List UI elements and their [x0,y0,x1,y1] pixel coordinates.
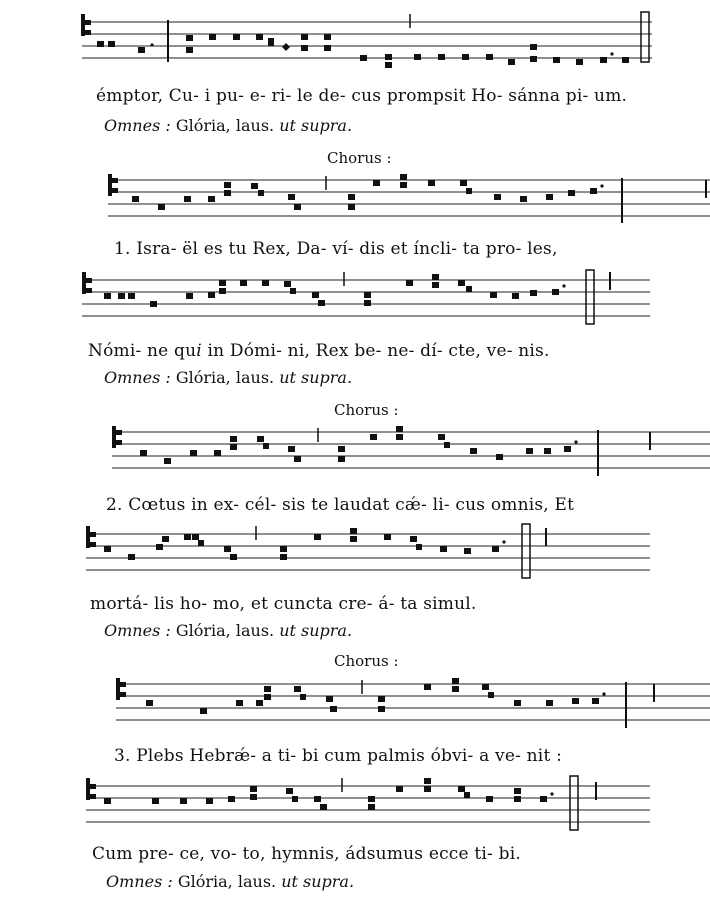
lyric-line: Cum pre- ce, vo- to, hymnis, ádsumus ecce ti- bi. [92,844,521,864]
refrain-tail: ut supra. [279,368,353,387]
clef-icon [108,174,118,196]
refrain-omnes: Omnes : [104,116,171,135]
refrain-omnes: Omnes : [104,368,171,387]
refrain-tail: ut supra. [281,872,355,891]
refrain-line [106,872,354,891]
neumes [104,528,506,560]
refrain-omnes: Omnes : [106,872,173,891]
refrain-tail: ut supra. [279,621,353,640]
staff-3 [0,268,710,330]
staff-7 [0,774,710,836]
refrain-line [104,621,352,640]
lyric-italic: i [196,341,202,361]
refrain-text: Glória, laus. [175,116,275,135]
lyric-line: 2. Cœtus in ex- cél- sis te laudat cǽ- li- cus omnis, Et [106,495,575,515]
staff-2 [0,168,710,230]
lyric-text: in Dómi- ni, Rex be- ne- dí- cte, ve- nis. [201,341,550,361]
staff-6 [0,672,710,734]
clef-icon [116,678,126,700]
refrain-text: Glória, laus. [177,872,277,891]
refrain-text: Glória, laus. [175,368,275,387]
lyric-line: émptor, Cu- i pu- e- ri- le de- cus prompsit Ho- sánna pi- um. [96,86,628,106]
chorus-label: Chorus : [334,652,399,670]
lyric-text: Nómi- ne qu [88,341,197,361]
refrain-omnes: Omnes : [104,621,171,640]
neumes [104,274,566,307]
clef-icon [86,526,96,548]
neumes [104,778,554,810]
chorus-label: Chorus : [327,149,392,167]
clef-icon [86,778,96,800]
neumes [97,34,629,68]
staff-4 [0,420,710,482]
staff-1 [0,10,710,72]
staff-5 [0,522,710,584]
clef-icon [112,426,122,448]
lyric-line [88,341,550,361]
lyric-line: mortá- lis ho- mo, et cuncta cre- á- ta simul. [90,594,477,614]
refrain-line [104,116,352,135]
lyric-line: 3. Plebs Hebrǽ- a ti- bi cum palmis óbvi- a ve- nit : [114,746,563,766]
clef-icon [82,272,92,294]
chorus-label: Chorus : [334,401,399,419]
refrain-text: Glória, laus. [175,621,275,640]
lyric-line: 1. Isra- ël es tu Rex, Da- ví- dis et íncli- ta pro- les, [114,239,558,259]
refrain-tail: ut supra. [279,116,353,135]
refrain-line [104,368,352,387]
clef-icon [81,14,91,36]
